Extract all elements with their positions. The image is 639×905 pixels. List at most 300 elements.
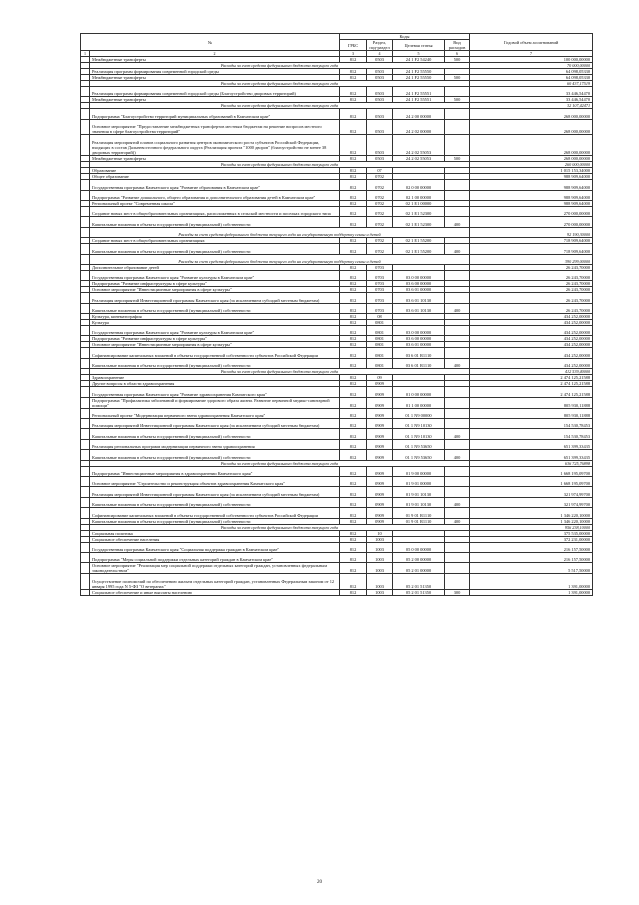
row-name: Межбюджетные трансферты [90,97,340,103]
row-num-cell [81,358,90,368]
row-grbs: 812 [340,476,367,486]
row-grbs: 812 [340,238,367,244]
row-vid [445,87,470,97]
row-grbs: 812 [340,69,367,75]
row-section: 1003 [367,574,393,590]
row-section: 0702 [367,238,393,244]
row-name: Образование [90,168,340,174]
row-section: 0909 [367,429,393,439]
row-amount: 988 909,64000 [470,190,593,200]
row-name: Основное мероприятие "Строительство и реконструкция объектов здравоохранения Камчатского края" [90,476,340,486]
table-row [81,419,593,429]
row-amount: 64 098,05330 [470,75,593,81]
row-name: Софинансирование капитальных вложений в объекты государственной собственности субъектов Российской Федерации [90,508,340,518]
row-amount: 321 974,99700 [470,497,593,507]
row-name: Другие вопросы в области здравоохранения [90,381,340,387]
row-section: 1003 [367,563,393,574]
row-target: 01 9 01 10130 [393,497,445,507]
row-vid: 400 [445,303,470,313]
row-section: 0503 [367,87,393,97]
row-vid [445,326,470,336]
page-number: 20 [317,880,322,885]
row-name: Межбюджетные трансферты [90,75,340,81]
row-amount: 805 930,11888 [470,397,593,408]
row-vid: 500 [445,156,470,162]
table-row [81,87,593,97]
row-name: Подпрограмма "Профилактика заболеваний и формирование здорового образа жизни. Развитие первичной медико-санитарной помощи" [90,397,340,408]
row-section: 0503 [367,75,393,81]
row-name: Государственная программа Камчатского края "Развитие здравоохранения Камчатского края" [90,387,340,397]
row-vid: 300 [445,589,470,595]
row-grbs: 812 [340,397,367,408]
row-amount: 434 252,00000 [470,342,593,348]
row-section: 0909 [367,397,393,408]
row-num-cell [81,293,90,303]
row-name: Социальная политика [90,530,340,536]
col-num-3: 3 [340,51,367,57]
row-target: 24 1 F2 54240 [393,57,445,63]
table-row [81,476,593,486]
subtotal-note: Расходы за счет средств федерального бюджета текущего года [90,81,470,87]
row-amount: 26 243,70000 [470,264,593,270]
row-vid: 400 [445,217,470,227]
row-target: 01 9 01 10130 [393,487,445,497]
row-num-cell [81,542,90,552]
row-section: 0909 [367,487,393,497]
row-section: 0909 [367,497,393,507]
row-grbs: 812 [340,419,367,429]
row-grbs: 812 [340,530,367,536]
row-grbs: 812 [340,487,367,497]
row-grbs: 812 [340,574,367,590]
row-grbs: 812 [340,466,367,476]
row-amount: 26 243,70000 [470,287,593,293]
row-target: 01 9 01 R1110 [393,508,445,518]
row-amount: 434 252,00000 [470,320,593,326]
row-target: 02 1 00 00000 [393,190,445,200]
row-grbs: 812 [340,408,367,418]
row-section: 1003 [367,552,393,562]
subtotal-amount: 636 725,76898 [470,460,593,466]
row-num-cell [81,87,90,97]
row-name: Создание новых мест в общеобразовательных организациях [90,238,340,244]
row-section: 0801 [367,320,393,326]
row-target: 05 2 00 00000 [393,552,445,562]
col-num-7: 7 [470,51,593,57]
subtotal-amount: 32 107,42471 [470,103,593,109]
header-codes: Коды [340,34,470,40]
budget-table [80,33,593,596]
header-vid: Вид расходов [445,40,470,51]
row-name: Подпрограмма "Меры социальной поддержки отдельных категорий граждан в Камчатском крае" [90,552,340,562]
table-row [81,109,593,119]
table-row [81,508,593,518]
row-section: 0702 [367,190,393,200]
row-section: 0702 [367,200,393,206]
row-grbs: 812 [340,135,367,156]
table-row [81,206,593,216]
table-row [81,397,593,408]
row-section: 0909 [367,476,393,486]
row-grbs: 812 [340,200,367,206]
row-target: 03 0 00 00000 [393,270,445,280]
row-section: 07 [367,168,393,174]
subtotal-note: Расходы за счет средств федерального бюджета текущего года [90,63,470,69]
subtotal-note-row [81,254,593,264]
row-name: Государственная программа Камчатского края "Развитие образования в Камчатском крае" [90,180,340,190]
subtotal-note: Расходы за счет средств федерального бюджета текущего года [90,162,470,168]
row-grbs: 812 [340,57,367,63]
row-section: 0503 [367,135,393,156]
row-name: Социальное обеспечение населения [90,536,340,542]
row-amount: 718 909,64000 [470,238,593,244]
row-target: 01 1 N9 53650 [393,439,445,449]
row-grbs: 812 [340,508,367,518]
subtotal-amount: 390 299,00000 [470,254,593,264]
row-target: 01 1 N9 00000 [393,408,445,418]
row-grbs: 812 [340,336,367,342]
col-num-1: 1 [81,51,90,57]
row-amount: 154 530,78453 [470,429,593,439]
row-vid [445,439,470,449]
row-amount: 268 000,00000 [470,135,593,156]
table-row [81,574,593,590]
row-section: 0909 [367,408,393,418]
row-amount: 2 474 125,21588 [470,387,593,397]
row-section: 08 [367,314,393,320]
row-grbs: 812 [340,87,367,97]
header-annual: Годовой объем ассигнований [470,34,593,51]
row-amount: 154 530,78453 [470,419,593,429]
row-section: 0503 [367,69,393,75]
row-name: Подпрограмма "Инвестиционные мероприятия в здравоохранении Камчатского края" [90,466,340,476]
row-grbs: 812 [340,109,367,119]
row-vid: 500 [445,57,470,63]
row-target: 01 1 N9 10130 [393,419,445,429]
row-section: 09 [367,375,393,381]
table-row [81,552,593,562]
row-amount: 434 252,00000 [470,358,593,368]
table-row [81,180,593,190]
subtotal-note: Расходы за счет средств федерального бюджета текущего года [90,524,470,530]
row-amount: 375 535,00000 [470,530,593,536]
row-vid [445,387,470,397]
row-grbs: 812 [340,375,367,381]
row-target: 05 2 01 51350 [393,574,445,590]
row-name: Здравоохранение [90,375,340,381]
row-name: Капитальные вложения в объекты государственной (муниципальной) собственности [90,497,340,507]
row-amount: 321 974,99700 [470,487,593,497]
table-row [81,244,593,254]
row-section: 0909 [367,450,393,460]
row-num-cell [81,476,90,486]
row-vid [445,408,470,418]
table-row [81,408,593,418]
row-vid: 400 [445,450,470,460]
row-grbs: 812 [340,439,367,449]
row-section: 0702 [367,180,393,190]
row-num-cell [81,119,90,135]
row-num-cell [81,387,90,397]
row-vid: 400 [445,518,470,524]
row-amount: 988 909,64000 [470,180,593,190]
subtotal-note: Расходы за счет средств федерального бюджета текущего года [90,369,470,375]
row-amount: 718 909,64000 [470,244,593,254]
table-row [81,563,593,574]
row-amount: 988 909,64000 [470,174,593,180]
row-amount: 2 474 125,21588 [470,381,593,387]
row-grbs: 812 [340,518,367,524]
row-vid [445,397,470,408]
table-row [81,429,593,439]
row-amount: 805 930,11888 [470,408,593,418]
row-name: Реализация мероприятий Инвестиционной программы Камчатского края (за исключением субсидий местным бюджетам) [90,487,340,497]
row-amount: 26 243,70000 [470,293,593,303]
row-vid: 500 [445,75,470,81]
header-target: Целевая статья [393,40,445,51]
table-row [81,387,593,397]
row-amount: 2 474 125,21588 [470,375,593,381]
table-row [81,217,593,227]
row-section: 0703 [367,303,393,313]
row-grbs: 812 [340,264,367,270]
row-amount: 651 399,33435 [470,450,593,460]
row-amount: 268 000,00000 [470,156,593,162]
row-target: 24 2 02 55053 [393,156,445,162]
row-amount: 268 000,00000 [470,119,593,135]
row-name: Общее образование [90,174,340,180]
table-row [81,439,593,449]
row-name: Региональный проект "Модернизация первичного звена здравоохранения Камчатского края" [90,408,340,418]
row-target: 03 6 00 00000 [393,336,445,342]
row-section: 0909 [367,518,393,524]
row-vid [445,419,470,429]
row-num-cell [81,348,90,358]
row-target: 03 6 01 00000 [393,287,445,293]
row-num-cell [81,552,90,562]
row-target: 02 1 E1 52300 [393,206,445,216]
row-section: 0703 [367,287,393,293]
table-row [81,293,593,303]
subtotal-amount: 92 190,30000 [470,227,593,237]
row-amount: 26 243,70000 [470,281,593,287]
table-row [81,190,593,200]
row-grbs: 812 [340,303,367,313]
row-name: Подпрограмма "Развитие дошкольного, общего образования и дополнительного образования детей в Камчатском крае" [90,190,340,200]
row-grbs: 812 [340,387,367,397]
row-vid: 500 [445,97,470,103]
row-grbs: 812 [340,342,367,348]
row-name: Создание новых мест в общеобразовательных организациях, расположенных в сельской местности и поселках городского типа [90,206,340,216]
row-target: 24 2 00 00000 [393,109,445,119]
row-vid [445,270,470,280]
row-vid [445,487,470,497]
row-target: 02 0 00 00000 [393,180,445,190]
row-num-cell [81,244,90,254]
row-name: Культура [90,320,340,326]
row-name: Софинансирование капитальных вложений в объекты государственной собственности субъектов Российской Федерации [90,348,340,358]
table-row [81,497,593,507]
row-vid [445,466,470,476]
row-name: Государственная программа Камчатского края "Развитие культуры в Камчатском крае" [90,270,340,280]
row-name: Межбюджетные трансферты [90,57,340,63]
row-target: 24 1 F2 55550 [393,69,445,75]
subtotal-note: Расходы за счет средств федерального бюджета текущего года на государственную поддержку семьи и детей [90,254,470,264]
row-name: Капитальные вложения в объекты государственной (муниципальной) собственности [90,303,340,313]
row-grbs: 812 [340,75,367,81]
row-target: 02 1 E1 55200 [393,244,445,254]
row-target: 03 0 00 00000 [393,326,445,336]
row-num-cell [81,508,90,518]
row-amount: 434 252,00000 [470,314,593,320]
row-vid [445,119,470,135]
col-num-6: 6 [445,51,470,57]
row-vid: 400 [445,429,470,439]
row-vid [445,190,470,200]
row-target: 01 1 00 00000 [393,397,445,408]
col-num-2: 2 [90,51,340,57]
row-grbs: 812 [340,244,367,254]
row-num-cell [81,408,90,418]
row-section: 1003 [367,542,393,552]
row-name: Основное мероприятие "Реализация мер социальной поддержки отдельных категорий граждан, установленных федеральным законодательством" [90,563,340,574]
row-section: 0503 [367,109,393,119]
row-section: 0909 [367,387,393,397]
row-target: 01 9 01 00000 [393,476,445,486]
row-num-cell [81,439,90,449]
row-name: Основное мероприятие "Предоставление межбюджетных трансфертов местным бюджетам на решение вопросов местного значения в сфере благоустройства территорий" [90,119,340,135]
row-section: 0702 [367,206,393,216]
row-grbs: 812 [340,320,367,326]
row-vid [445,135,470,156]
row-amount: 64 098,05330 [470,69,593,75]
table-row [81,358,593,368]
row-grbs: 812 [340,270,367,280]
row-target: 01 0 00 00000 [393,387,445,397]
row-num-cell [81,487,90,497]
row-grbs: 812 [340,348,367,358]
row-name: Государственная программа Камчатского края "Развитие культуры в Камчатском крае" [90,326,340,336]
row-target: 03 6 01 R1110 [393,358,445,368]
row-grbs: 812 [340,552,367,562]
row-amount: 216 157,50000 [470,552,593,562]
row-grbs: 812 [340,174,367,180]
row-amount: 1 391,00000 [470,589,593,595]
row-num-cell [81,270,90,280]
row-vid [445,206,470,216]
row-num-cell [81,497,90,507]
subtotal-note-row [81,227,593,237]
row-amount: 1 668 195,09700 [470,466,593,476]
row-grbs: 812 [340,381,367,387]
row-amount: 270 000,00000 [470,206,593,216]
row-section: 0703 [367,281,393,287]
row-num-cell [81,206,90,216]
row-name: Дополнительное образование детей [90,264,340,270]
row-name: Реализация мероприятий планов социального развития центров экономического роста субъектов Российской Федерации, входящих в состав Дальневосточного федерального округа (Реализация проекта "1000 дворов" (благоустройство не менее 38 дворовых территорий)) [90,135,340,156]
row-num-cell [81,135,90,156]
row-section: 0503 [367,119,393,135]
table-row [81,326,593,336]
row-amount: 1 015 153,34000 [470,168,593,174]
row-target: 03 6 01 00000 [393,342,445,348]
header-num: № [81,34,340,51]
row-section: 0801 [367,348,393,358]
row-name: Реализация мероприятий Инвестиционной программы Камчатского края (за исключением субсидий местным бюджетам) [90,293,340,303]
row-target: 03 6 01 10130 [393,293,445,303]
row-section: 1003 [367,536,393,542]
row-amount: 1 391,00000 [470,574,593,590]
row-num-cell [81,466,90,476]
row-amount: 216 157,50000 [470,542,593,552]
row-num-cell [81,217,90,227]
col-num-4: 4 [367,51,393,57]
row-grbs: 812 [340,450,367,460]
row-name: Осуществление полномочий по обеспечению жильем отдельных категорий граждан, установленных Федеральным законом от 12 января 1995 года N 5-ФЗ "О ветеранах" [90,574,340,590]
table-row [81,303,593,313]
row-grbs: 812 [340,293,367,303]
row-grbs: 812 [340,156,367,162]
table-row [81,348,593,358]
row-section: 0702 [367,217,393,227]
row-name: Реализация программ формирования современной городской среды [90,69,340,75]
row-num-cell [81,227,90,237]
row-num-cell [81,397,90,408]
row-target: 24 1 F2 55551 [393,87,445,97]
header-grbs: ГРБС [340,40,367,51]
row-amount: 100 000,00000 [470,57,593,63]
row-target: 02 1 E1 00000 [393,200,445,206]
row-section: 10 [367,530,393,536]
row-target: 03 6 01 R1110 [393,348,445,358]
row-grbs: 812 [340,97,367,103]
row-name: Подпрограмма "Развитие инфраструктуры в сфере культуры" [90,336,340,342]
row-name: Капитальные вложения в объекты государственной (муниципальной) собственности [90,217,340,227]
row-name: Межбюджетные трансферты [90,156,340,162]
row-name: Основное мероприятие "Инвестиционные мероприятия в сфере культуры" [90,342,340,348]
row-vid: 400 [445,497,470,507]
table-row [81,135,593,156]
row-vid: 400 [445,244,470,254]
row-target: 01 1 N9 10130 [393,429,445,439]
row-section: 0909 [367,419,393,429]
row-amount: 1 668 195,09700 [470,476,593,486]
subtotal-amount: 260 000,00000 [470,162,593,168]
row-grbs: 812 [340,536,367,542]
subtotal-note: Расходы за счет средств федерального бюджета текущего года [90,460,470,466]
row-target: 02 1 E1 52300 [393,217,445,227]
row-amount: 988 909,64000 [470,200,593,206]
row-vid [445,476,470,486]
row-name: Подпрограмма "Благоустройство территорий муниципальных образований в Камчатском крае" [90,109,340,119]
row-section: 0909 [367,381,393,387]
row-grbs: 812 [340,180,367,190]
row-grbs: 812 [340,563,367,574]
table-row [81,270,593,280]
row-section: 0703 [367,270,393,280]
row-target: 24 1 F2 55551 [393,97,445,103]
row-grbs: 812 [340,314,367,320]
table-row [81,487,593,497]
row-num-cell [81,450,90,460]
row-target: 05 2 01 00000 [393,563,445,574]
table-row [81,119,593,135]
row-name: Реализация мероприятий Инвестиционной программы Камчатского края (за исключением субсидий местным бюджетам) [90,419,340,429]
table-row [81,589,593,595]
row-amount: 1 346 220,10000 [470,518,593,524]
row-amount: 5 517,50000 [470,563,593,574]
row-section: 0801 [367,326,393,336]
